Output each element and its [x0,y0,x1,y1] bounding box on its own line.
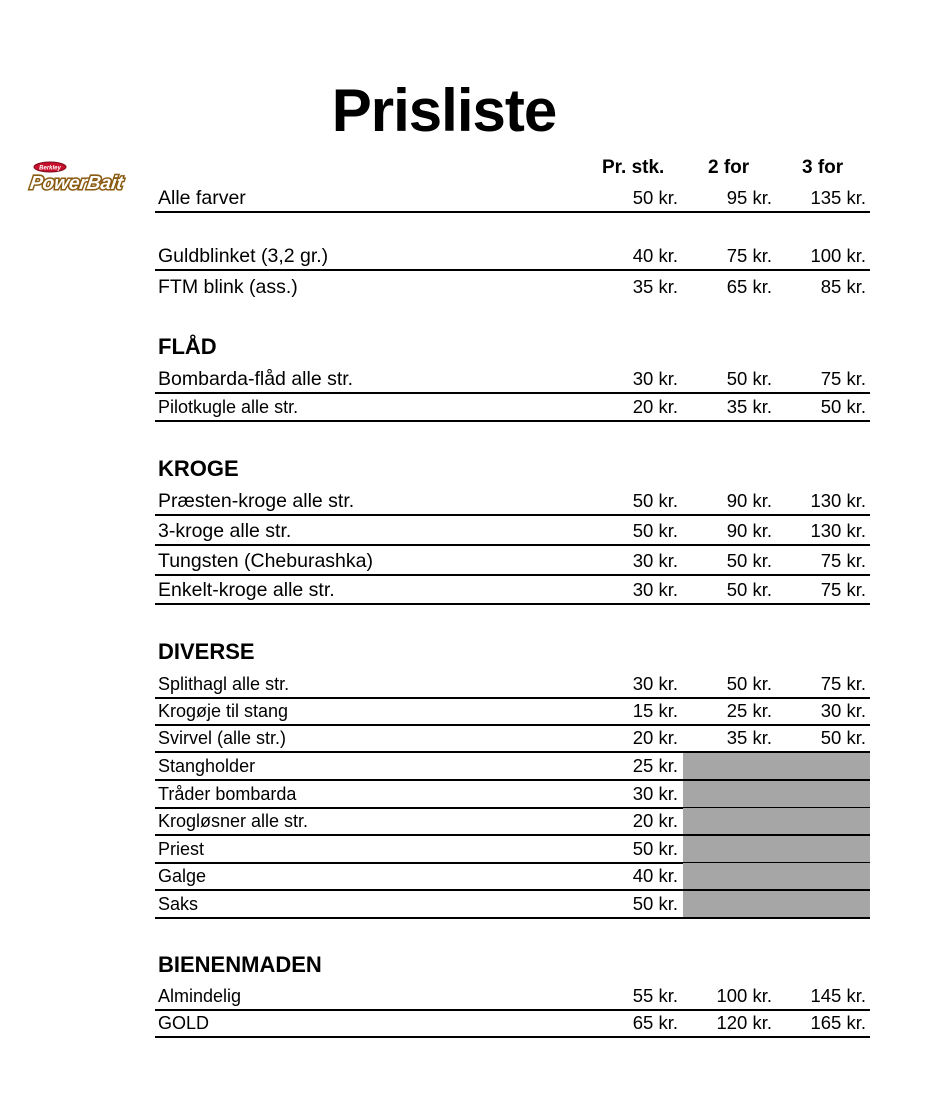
price-per-piece: 30 kr. [632,579,678,600]
price-three-for: 145 kr. [810,985,866,1006]
price-per-piece: 50 kr. [632,520,678,541]
price-two-for: 50 kr. [726,673,772,694]
page-title: Prisliste [331,77,557,144]
table-row [155,863,870,891]
svg-text:PowerBait: PowerBait [28,173,125,194]
unavailable-cell [683,753,870,779]
table-row [155,671,870,699]
section-heading-bienenmaden: BIENENMADEN [158,952,322,977]
unavailable-cell [683,891,870,917]
unavailable-cell [683,836,870,862]
price-per-piece: 35 kr. [632,276,678,297]
price-per-piece: 65 kr. [632,1012,678,1033]
row-label: Krogløsner alle str. [158,811,309,831]
unavailable-cell [683,781,870,807]
table-row [155,1010,870,1038]
row-label: Galge [158,866,207,886]
table-row [155,488,870,516]
row-label: Enkelt-kroge alle str. [158,579,335,601]
price-three-for: 130 kr. [810,520,866,541]
table-row [155,577,870,605]
price-three-for: 50 kr. [820,727,866,748]
price-two-for: 90 kr. [726,520,772,541]
price-two-for: 35 kr. [726,727,772,748]
row-label: Præsten-kroge alle str. [158,490,355,512]
price-two-for: 120 kr. [716,1012,772,1033]
section-heading-flaad: FLÅD [158,334,217,359]
section-heading-diverse: DIVERSE [158,639,255,664]
table-row [155,518,870,546]
price-three-for: 165 kr. [810,1012,866,1033]
price-three-for: 85 kr. [820,276,866,297]
price-two-for: 50 kr. [726,579,772,600]
svg-text:Berkley: Berkley [39,165,61,172]
price-per-piece: 20 kr. [632,727,678,748]
table-row [155,394,870,422]
price-three-for: 135 kr. [810,187,866,208]
table-row [155,243,870,271]
row-label: Tungsten (Cheburashka) [158,550,373,572]
price-three-for: 75 kr. [820,550,866,571]
row-label: Krogøje til stang [158,701,289,721]
price-per-piece: 30 kr. [632,673,678,694]
table-row [155,185,870,213]
table-row [155,781,870,809]
price-two-for: 50 kr. [726,368,772,389]
row-label: Saks [158,894,199,914]
row-label: Bombarda-flåd alle str. [158,368,354,390]
price-per-piece: 40 kr. [632,865,678,886]
price-per-piece: 20 kr. [632,810,678,831]
price-two-for: 65 kr. [726,276,772,297]
unavailable-cell [683,808,870,834]
table-row [155,753,870,781]
column-header-per-piece: Pr. stk. [602,157,665,178]
section-heading-kroge: KROGE [158,456,239,481]
price-two-for: 75 kr. [726,245,772,266]
table-row [155,891,870,919]
price-per-piece: 50 kr. [632,490,678,511]
row-label: Splithagl alle str. [158,674,290,694]
price-two-for: 50 kr. [726,550,772,571]
price-two-for: 90 kr. [726,490,772,511]
price-two-for: 95 kr. [726,187,772,208]
price-two-for: 25 kr. [726,700,772,721]
table-row [155,548,870,576]
row-label: Almindelig [158,986,242,1006]
table-row [155,808,870,836]
row-label: 3-kroge alle str. [158,520,292,542]
row-label: FTM blink (ass.) [158,276,298,298]
column-header-two-for: 2 for [708,157,750,178]
price-per-piece: 50 kr. [632,838,678,859]
price-per-piece: 20 kr. [632,396,678,417]
price-three-for: 100 kr. [810,245,866,266]
table-row [155,725,870,753]
unavailable-cell [683,863,870,889]
price-per-piece: 25 kr. [632,755,678,776]
price-per-piece: 30 kr. [632,783,678,804]
row-label: Tråder bombarda [158,784,297,804]
table-row [155,698,870,726]
price-per-piece: 50 kr. [632,893,678,914]
row-label: Pilotkugle alle str. [158,397,299,417]
price-three-for: 75 kr. [820,673,866,694]
price-per-piece: 30 kr. [632,368,678,389]
row-label: Priest [158,839,205,859]
table-row [155,983,870,1011]
table-row [155,836,870,864]
price-two-for: 100 kr. [716,985,772,1006]
price-two-for: 35 kr. [726,396,772,417]
row-label: Alle farver [158,187,246,209]
column-header-three-for: 3 for [802,157,844,178]
price-per-piece: 30 kr. [632,550,678,571]
row-label: Guldblinket (3,2 gr.) [158,245,329,267]
price-three-for: 75 kr. [820,368,866,389]
table-row [155,366,870,394]
price-per-piece: 15 kr. [632,700,678,721]
row-label: Svirvel (alle str.) [158,728,287,748]
row-label: Stangholder [158,756,256,776]
price-three-for: 130 kr. [810,490,866,511]
powerbait-logo [20,158,132,196]
table-row [155,272,870,300]
price-per-piece: 40 kr. [632,245,678,266]
row-label: GOLD [158,1013,210,1033]
price-per-piece: 50 kr. [632,187,678,208]
price-per-piece: 55 kr. [632,985,678,1006]
price-three-for: 75 kr. [820,579,866,600]
price-three-for: 30 kr. [820,700,866,721]
price-three-for: 50 kr. [820,396,866,417]
